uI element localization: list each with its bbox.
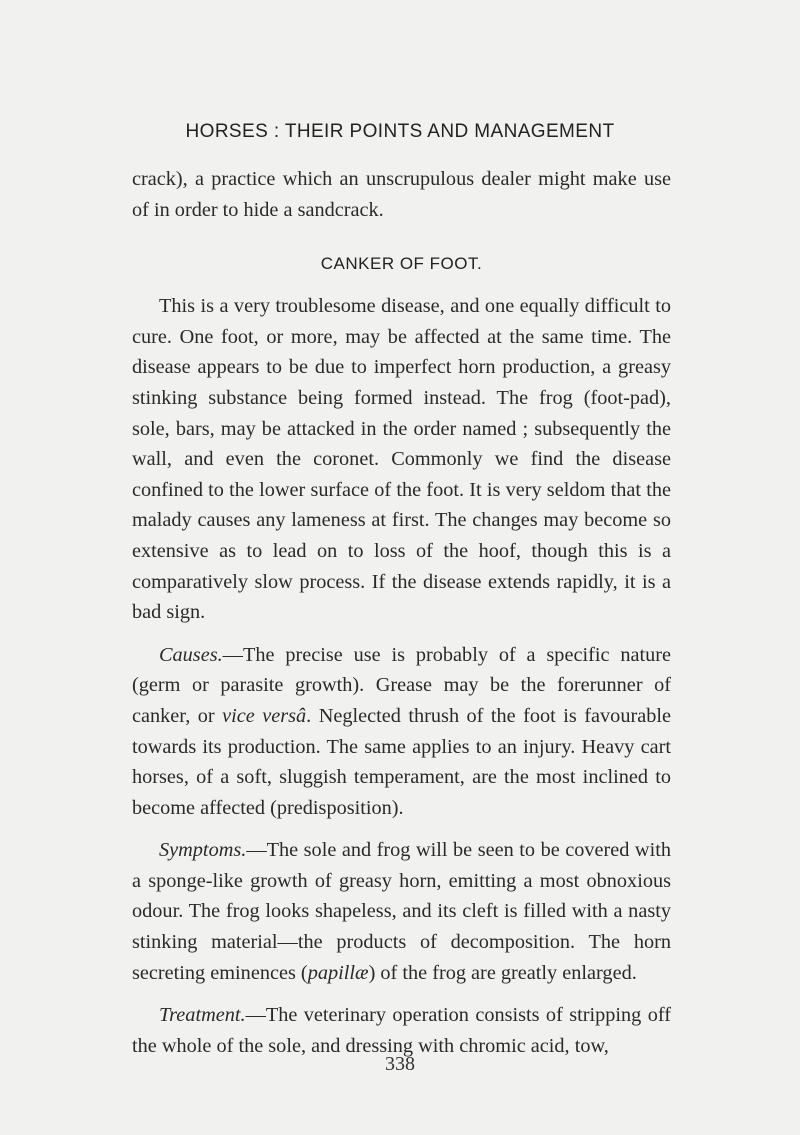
intro-paragraph: This is a very troublesome disease, and one equally difficult to cure. One foot, or more, may be affected at the same time. The disease appears to be due to imperfect horn production, a greasy stinking substance being formed instead. The frog (foot-pad), sole, bars, may be attacked in the order named ; subsequently the wall, and even the coronet. Commonly we find the disease confined to the lower surface of the foot. It is very seldom that the malady causes any lameness at first. The changes may become so extensive as to lead on to loss of the hoof, though this is a comparatively slow process. If the disease extends rapidly, it is a bad sign. bbox=[132, 295, 671, 624]
papillae-term: papillæ bbox=[307, 961, 369, 984]
causes-text-a: —The precise use is probably of a specific nature (germ or parasite growth). Grease may be the forerunner of canker, or bbox=[132, 643, 671, 727]
treatment-text: —The veterinary operation consists of stripping off the whole of the sole, and dressing with chromic acid, tow, bbox=[132, 1004, 671, 1057]
page-body bbox=[132, 164, 671, 1061]
symptoms-text-b: ) of the frog are greatly enlarged. bbox=[368, 961, 637, 984]
vice-versa-phrase: vice versâ bbox=[222, 704, 307, 727]
continuation-paragraph: crack), a practice which an unscrupulous dealer might make use of in order to hide a sandcrack. bbox=[132, 168, 671, 221]
causes-text-b: . Neglected thrush of the foot is favourable towards its production. The same applies to an injury. Heavy cart horses, of a soft, sluggish temperament, are the most inclined to become affected (predisposition). bbox=[132, 704, 671, 819]
section-title: CANKER OF FOOT. bbox=[320, 254, 483, 274]
causes-heading: Causes. bbox=[159, 643, 223, 666]
symptoms-paragraph bbox=[132, 835, 671, 988]
running-head: HORSES : THEIR POINTS AND MANAGEMENT bbox=[185, 121, 615, 142]
treatment-heading: Treatment. bbox=[159, 1004, 246, 1027]
symptoms-heading: Symptoms. bbox=[159, 839, 247, 862]
page-number: 338 bbox=[385, 1053, 415, 1075]
symptoms-text-a: —The sole and frog will be seen to be covered with a sponge-like growth of greasy horn, emitting a most obnoxious odour. The frog looks shapeless, and its cleft is filled with a nasty stinking material—the products of decomposition. The horn secreting eminences ( bbox=[132, 839, 671, 984]
causes-paragraph bbox=[132, 640, 671, 824]
